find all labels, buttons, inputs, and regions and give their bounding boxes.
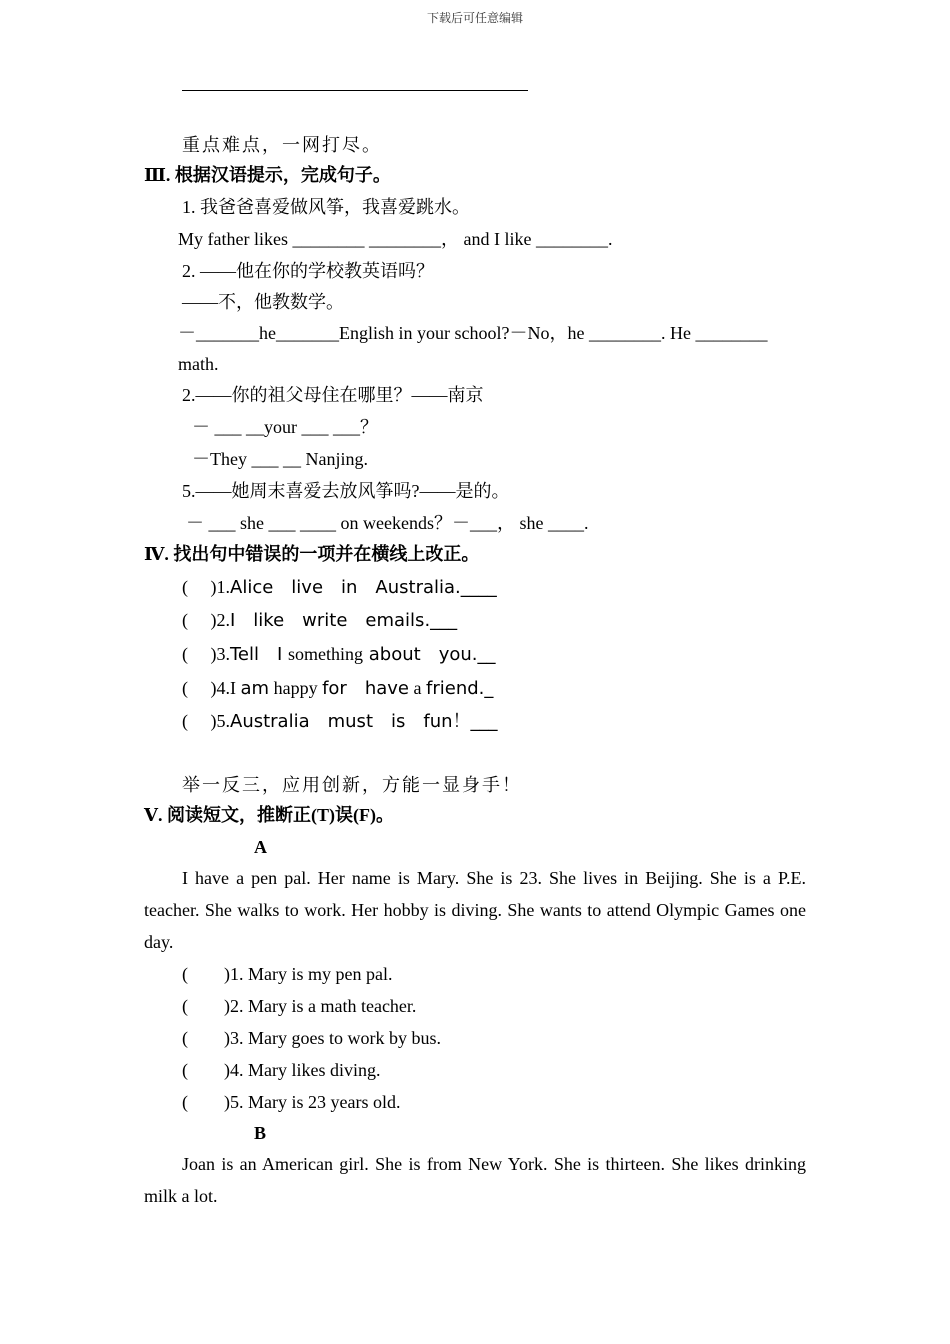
s4-item-3 (182, 642, 496, 667)
s4-item-3-mid: something (288, 644, 364, 664)
s3-q5-english: － ___ she ___ ____ on weekends？－___， she ____. (186, 513, 589, 533)
part-a-passage-text: I have a pen pal. Her name is Mary. She is 23. She lives in Beijing. She is a P.E. teacher. She walks to work. Her hobby is diving. She wants to attend Olympic Games one day. (144, 868, 806, 952)
s4-item-1-text: Alice live in Australia.____ (230, 577, 497, 598)
s4-item-4-pre: I (230, 678, 241, 698)
s4-item-2 (182, 608, 457, 633)
s4-item-4-happy: happy (273, 678, 318, 698)
s4-item-4-a: a (413, 678, 422, 698)
s3-q2-chinese-1: 2. ——他在你的学校教英语吗？ (182, 261, 434, 281)
part-a-passage (144, 862, 806, 958)
s3-q1-english: My father likes ________ ________， and I like ________. (178, 229, 613, 249)
s3-q2-english-2: math. (178, 354, 219, 374)
s3-q1-chinese: 1. 我爸爸喜爱做风筝，我喜爱跳水。 (182, 197, 470, 217)
s4-item-5-number: ( )5. (182, 711, 230, 731)
part-a-label: A (254, 837, 267, 857)
part-a-item-4: ( )4. Mary likes diving. (182, 1060, 381, 1080)
part-b-passage (144, 1148, 806, 1212)
part-a-item-5: ( )5. Mary is 23 years old. (182, 1092, 401, 1112)
s4-item-1-number: ( )1. (182, 577, 230, 597)
s4-item-4-am: am (240, 678, 270, 699)
part-b-label: B (254, 1123, 267, 1143)
s3-q3-english-2: －They ___ __ Nanjing. (192, 449, 368, 469)
s3-q3-english-1: － ___ __your ___ ___？ (192, 417, 378, 437)
s4-item-4-for: for have (322, 678, 409, 699)
page-header: 下载后可任意编辑 (426, 11, 523, 25)
part-a-item-2: ( )2. Mary is a math teacher. (182, 996, 417, 1016)
part-a-item-3: ( )3. Mary goes to work by bus. (182, 1028, 441, 1048)
s3-q2-english-1: －_______he_______English in your school?－No，he ________. He ________ (178, 323, 768, 343)
s4-item-1 (182, 575, 497, 600)
motto-key-points: 重点难点，一网打尽。 (182, 135, 382, 155)
s4-item-2-number: ( )2. (182, 610, 230, 630)
s4-item-3-pre: Tell I (230, 644, 289, 665)
s3-q2-chinese-2: ——不，他教数学。 (182, 292, 344, 312)
s4-item-3-post: about you.__ (363, 644, 496, 665)
answer-line (182, 90, 528, 91)
section-3-title: Ⅲ. 根据汉语提示，完成句子。 (144, 165, 391, 185)
s4-item-4-number: ( )4. (182, 678, 230, 698)
part-a-item-1: ( )1. Mary is my pen pal. (182, 964, 393, 984)
section-4-title: Ⅳ. 找出句中错误的一项并在横线上改正。 (144, 544, 480, 564)
s4-item-4-post: friend._ (426, 678, 494, 699)
s3-q3-chinese: 2.——你的祖父母住在哪里？——南京 (182, 385, 484, 405)
s3-q5-chinese: 5.——她周末喜爱去放风筝吗?——是的。 (182, 481, 510, 501)
s4-item-2-text: I like write emails.___ (230, 610, 458, 631)
s4-item-3-number: ( )3. (182, 644, 230, 664)
part-b-passage-text: Joan is an American girl. She is from New York. She is thirteen. She likes drinking milk a lot. (144, 1154, 806, 1206)
section-5-title: Ⅴ. 阅读短文，推断正(T)误(F)。 (144, 805, 394, 825)
s4-item-4 (182, 676, 493, 701)
s4-item-5 (182, 709, 498, 734)
motto-apply: 举一反三，应用创新，方能一显身手！ (182, 775, 522, 795)
s4-item-5-text: Australia must is fun！___ (230, 711, 498, 732)
